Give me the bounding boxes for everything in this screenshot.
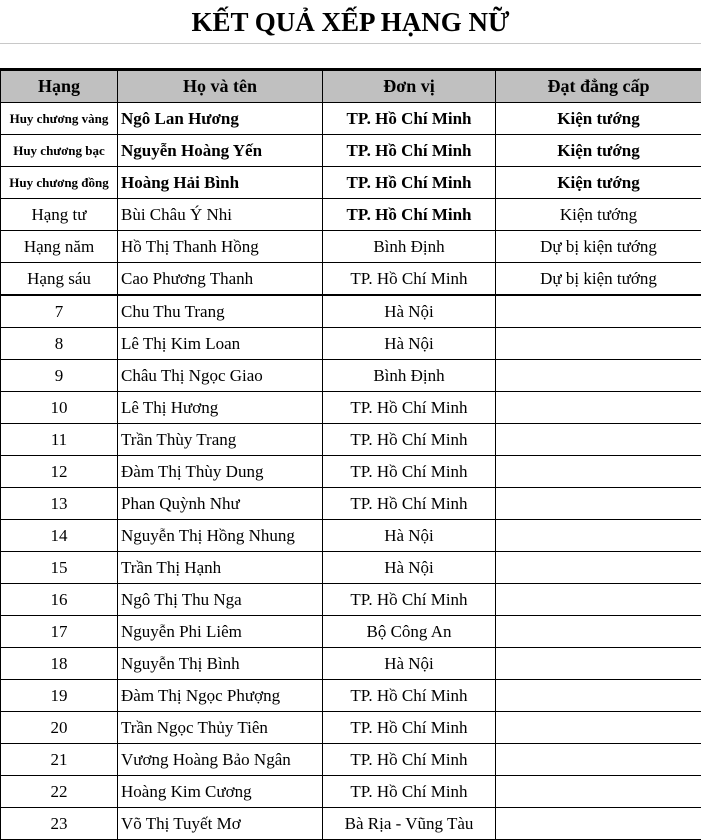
table-row [1, 744, 701, 776]
cell-rank: 9 [1, 360, 118, 392]
cell-unit: Bộ Công An [323, 616, 496, 648]
cell-level [496, 584, 701, 616]
cell-name: Hoàng Kim Cương [118, 776, 323, 808]
cell-level [496, 456, 701, 488]
table-row [1, 328, 701, 360]
cell-rank: 13 [1, 488, 118, 520]
cell-unit: Hà Nội [323, 552, 496, 584]
cell-unit: Bình Định [323, 360, 496, 392]
cell-name: Nguyễn Hoàng Yến [118, 135, 323, 167]
header-rank: Hạng [1, 71, 118, 103]
cell-unit: Hà Nội [323, 295, 496, 328]
cell-name: Trần Thị Hạnh [118, 552, 323, 584]
table-row [1, 648, 701, 680]
cell-name: Nguyễn Thị Hồng Nhung [118, 520, 323, 552]
cell-level [496, 648, 701, 680]
cell-name: Võ Thị Tuyết Mơ [118, 808, 323, 840]
cell-rank: 18 [1, 648, 118, 680]
cell-name: Ngô Thị Thu Nga [118, 584, 323, 616]
cell-unit: TP. Hồ Chí Minh [323, 135, 496, 167]
cell-name: Lê Thị Kim Loan [118, 328, 323, 360]
cell-unit: TP. Hồ Chí Minh [323, 392, 496, 424]
cell-level [496, 712, 701, 744]
table-row [1, 231, 701, 263]
cell-level [496, 552, 701, 584]
cell-rank: Hạng tư [1, 199, 118, 231]
cell-name: Đàm Thị Thùy Dung [118, 456, 323, 488]
cell-unit: TP. Hồ Chí Minh [323, 776, 496, 808]
cell-level: Kiện tướng [496, 135, 701, 167]
cell-rank: Hạng năm [1, 231, 118, 263]
cell-level: Kiện tướng [496, 199, 701, 231]
cell-rank: 15 [1, 552, 118, 584]
cell-rank: 11 [1, 424, 118, 456]
cell-unit: TP. Hồ Chí Minh [323, 263, 496, 296]
cell-rank: Huy chương bạc [1, 135, 118, 167]
cell-unit: Bình Định [323, 231, 496, 263]
cell-name: Vương Hoàng Bảo Ngân [118, 744, 323, 776]
cell-name: Nguyễn Phi Liêm [118, 616, 323, 648]
header-level: Đạt đẳng cấp [496, 71, 701, 103]
cell-name: Nguyễn Thị Bình [118, 648, 323, 680]
cell-rank: 10 [1, 392, 118, 424]
table-row [1, 808, 701, 840]
cell-rank: 14 [1, 520, 118, 552]
cell-unit: TP. Hồ Chí Minh [323, 456, 496, 488]
cell-level [496, 392, 701, 424]
table-row [1, 199, 701, 231]
table-row [1, 135, 701, 167]
cell-unit: TP. Hồ Chí Minh [323, 712, 496, 744]
cell-unit: TP. Hồ Chí Minh [323, 103, 496, 135]
cell-rank: 17 [1, 616, 118, 648]
cell-name: Đàm Thị Ngọc Phượng [118, 680, 323, 712]
ranking-table [0, 70, 701, 840]
spacer-row [0, 44, 701, 70]
cell-rank: 22 [1, 776, 118, 808]
cell-level [496, 424, 701, 456]
cell-rank: Huy chương vàng [1, 103, 118, 135]
cell-rank: 20 [1, 712, 118, 744]
cell-name: Hoàng Hải Bình [118, 167, 323, 199]
cell-rank: 16 [1, 584, 118, 616]
page-title: KẾT QUẢ XẾP HẠNG NỮ [0, 0, 701, 44]
table-row [1, 520, 701, 552]
header-row [1, 71, 701, 103]
header-name: Họ và tên [118, 71, 323, 103]
table-row [1, 680, 701, 712]
cell-rank: 21 [1, 744, 118, 776]
cell-level [496, 328, 701, 360]
cell-unit: TP. Hồ Chí Minh [323, 199, 496, 231]
cell-unit: Bà Rịa - Vũng Tàu [323, 808, 496, 840]
table-row [1, 712, 701, 744]
cell-unit: TP. Hồ Chí Minh [323, 680, 496, 712]
cell-name: Ngô Lan Hương [118, 103, 323, 135]
table-row [1, 392, 701, 424]
table-row [1, 616, 701, 648]
cell-name: Bùi Châu Ý Nhi [118, 199, 323, 231]
cell-level [496, 744, 701, 776]
cell-name: Trần Thùy Trang [118, 424, 323, 456]
table-row [1, 360, 701, 392]
cell-level: Dự bị kiện tướng [496, 263, 701, 296]
cell-level [496, 808, 701, 840]
cell-unit: Hà Nội [323, 328, 496, 360]
cell-level [496, 488, 701, 520]
cell-level [496, 360, 701, 392]
cell-level: Dự bị kiện tướng [496, 231, 701, 263]
cell-level [496, 616, 701, 648]
table-row [1, 167, 701, 199]
cell-level [496, 680, 701, 712]
table-row [1, 552, 701, 584]
cell-unit: TP. Hồ Chí Minh [323, 488, 496, 520]
cell-rank: Hạng sáu [1, 263, 118, 296]
cell-rank: 19 [1, 680, 118, 712]
cell-name: Phan Quỳnh Như [118, 488, 323, 520]
cell-level [496, 295, 701, 328]
table-row [1, 776, 701, 808]
table-row [1, 263, 701, 296]
cell-level [496, 776, 701, 808]
table-row [1, 488, 701, 520]
cell-rank: 12 [1, 456, 118, 488]
cell-rank: Huy chương đồng [1, 167, 118, 199]
cell-level [496, 520, 701, 552]
cell-unit: TP. Hồ Chí Minh [323, 584, 496, 616]
cell-name: Cao Phương Thanh [118, 263, 323, 296]
cell-unit: Hà Nội [323, 520, 496, 552]
table-row [1, 456, 701, 488]
cell-name: Trần Ngọc Thủy Tiên [118, 712, 323, 744]
cell-rank: 23 [1, 808, 118, 840]
table-row [1, 584, 701, 616]
cell-name: Lê Thị Hương [118, 392, 323, 424]
table-row [1, 103, 701, 135]
cell-name: Chu Thu Trang [118, 295, 323, 328]
cell-unit: TP. Hồ Chí Minh [323, 424, 496, 456]
cell-level: Kiện tướng [496, 103, 701, 135]
table-row [1, 424, 701, 456]
cell-unit: Hà Nội [323, 648, 496, 680]
cell-name: Châu Thị Ngọc Giao [118, 360, 323, 392]
cell-level: Kiện tướng [496, 167, 701, 199]
cell-name: Hồ Thị Thanh Hồng [118, 231, 323, 263]
header-unit: Đơn vị [323, 71, 496, 103]
cell-unit: TP. Hồ Chí Minh [323, 167, 496, 199]
cell-rank: 8 [1, 328, 118, 360]
cell-rank: 7 [1, 295, 118, 328]
table-row [1, 295, 701, 328]
cell-unit: TP. Hồ Chí Minh [323, 744, 496, 776]
